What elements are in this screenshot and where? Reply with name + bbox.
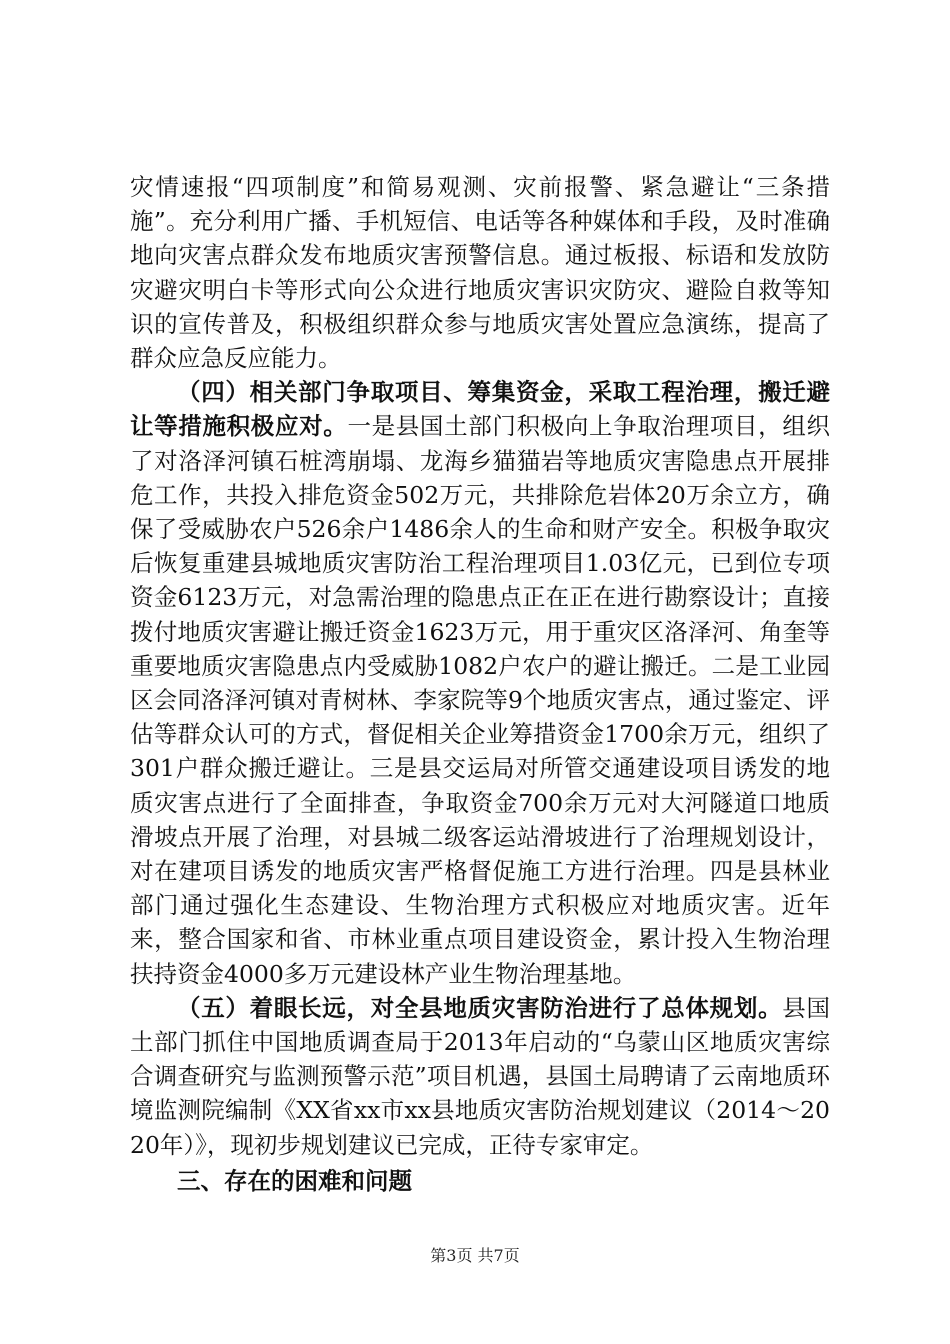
paragraph-section-5 bbox=[130, 991, 830, 1162]
section-4-heading: （四）相关部门争取项目、筹集资金，采取工程治理，搬迁避让等措施积极应对。 bbox=[130, 378, 830, 441]
section-5-heading: （五）着眼长远，对全县地质灾害防治进行了总体规划。 bbox=[177, 993, 783, 1022]
section-5-body: 县国土部门抓住中国地质调查局于2013年启动的“乌蒙山区地质灾害综合调查研究与监测预警示范”项目机遇，县国土局聘请了云南地质环境监测院编制《XX省xx市xx县地质灾害防治规划建议（2014～2020年）》，现初步规划建议已完成，正待专家审定。 bbox=[130, 993, 831, 1159]
body-text bbox=[130, 170, 830, 1198]
section-4-body: 一是县国土部门积极向上争取治理项目，组织了对洛泽河镇石桩湾崩塌、龙海乡猫猫岩等地质灾害隐患点开展排危工作，共投入排危资金502万元，共排除危岩体20万余立方，确保了受威胁农户526余户1486余人的生命和财产安全。积极争取灾后恢复重建县城地质灾害防治工程治理项目1.03亿元，已到位专项资金6123万元，对急需治理的隐患点正在正在进行勘察设计；直接拨付地质灾害避让搬迁资金1623万元，用于重灾区洛泽河、角奎等重要地质灾害隐患点内受威胁1082户农户的避让搬迁。二是工业园区会同洛泽河镇对青树林、李家院等9个地质灾害点，通过鉴定、评估等群众认可的方式，督促相关企业筹措资金1700余万元，组织了301户群众搬迁避让。三是县交运局对所管交通建设项目诱发的地质灾害点进行了全面排查，争取资金700余万元对大河隧道口地质滑坡点开展了治理，对县城二级客运站滑坡进行了治理规划设计，对在建项目诱发的地质灾害严格督促施工方进行治理。四是县林业部门通过强化生态建设、生物治理方式积极应对地质灾害。近年来，整合国家和省、市林业重点项目建设资金，累计投入生物治理扶持资金4000多万元建设林产业生物治理基地。 bbox=[130, 412, 831, 988]
paragraph-continuation: 灾情速报“四项制度”和简易观测、灾前报警、紧急避让“三条措施”。充分利用广播、手机短信、电话等各种媒体和手段，及时准确地向灾害点群众发布地质灾害预警信息。通过板报、标语和发放防灾避灾明白卡等形式向公众进行地质灾害识灾防灾、避险自救等知识的宣传普及，积极组织群众参与地质灾害处置应急演练，提高了群众应急反应能力。 bbox=[130, 173, 830, 373]
paragraph-section-4 bbox=[130, 375, 830, 991]
section-3-title: 三、存在的困难和问题 bbox=[177, 1166, 412, 1195]
page-footer: 第3页 共7页 bbox=[430, 1246, 520, 1265]
